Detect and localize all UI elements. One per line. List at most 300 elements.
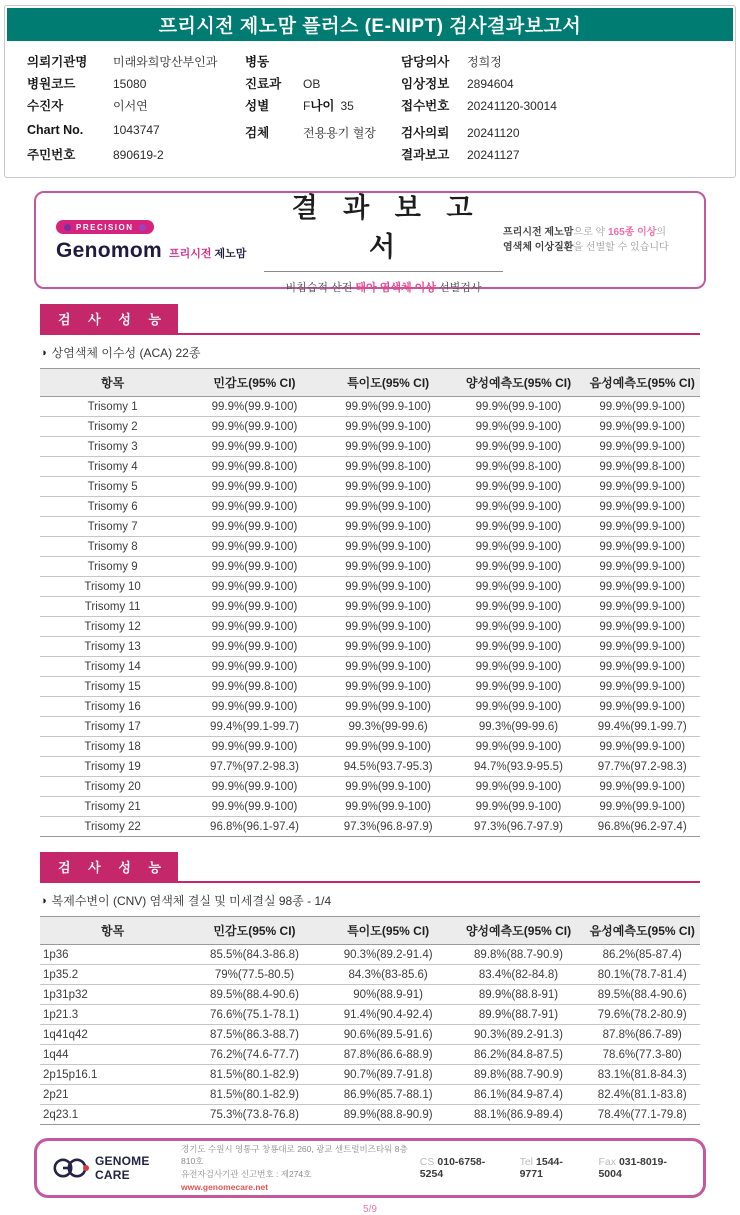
- value-cell: 99.9%(99.9-100): [324, 517, 453, 537]
- half-circle-bullet-icon: ◑: [40, 894, 47, 907]
- value-cell: 99.9%(99.9-100): [452, 557, 584, 577]
- field-label: 병원코드: [27, 77, 76, 91]
- patient-info-panel: [5, 43, 735, 177]
- value-cell: 75.3%(73.8-76.8): [185, 1105, 324, 1125]
- table-row: [40, 577, 700, 597]
- genomom-brand-logo: [56, 218, 264, 263]
- patient-info-row: [401, 145, 721, 165]
- table-row: [40, 517, 700, 537]
- value-cell: 99.9%(99.9-100): [584, 557, 700, 577]
- value-cell: 99.9%(99.9-100): [584, 517, 700, 537]
- table-row: [40, 797, 700, 817]
- item-cell: Trisomy 9: [40, 557, 185, 577]
- column-header: 항목: [40, 917, 185, 945]
- page-number: 5/9: [363, 1204, 377, 1215]
- value-cell: 89.8%(88.7-90.9): [452, 945, 584, 965]
- patient-info-row: [245, 74, 401, 94]
- field-value: 20241120: [467, 126, 520, 140]
- value-cell: 99.9%(99.9-100): [324, 437, 453, 457]
- table-row: [40, 717, 700, 737]
- footer: [34, 1138, 706, 1198]
- value-cell: 99.9%(99.9-100): [452, 597, 584, 617]
- value-cell: 99.9%(99.9-100): [324, 597, 453, 617]
- value-cell: 90.3%(89.2-91.4): [324, 945, 453, 965]
- genome-care-mark-icon: [53, 1156, 89, 1180]
- patient-info-row: [401, 96, 721, 116]
- value-cell: 99.9%(99.9-100): [584, 697, 700, 717]
- patient-info-column-middle: [245, 52, 401, 167]
- value-cell: 99.9%(99.8-100): [185, 677, 324, 697]
- value-cell: 90.7%(89.7-91.8): [324, 1065, 453, 1085]
- table-row: [40, 1005, 700, 1025]
- value-cell: 99.9%(99.9-100): [584, 497, 700, 517]
- report-title: 프리시전 제노맘 플러스 (E-NIPT) 검사결과보고서: [158, 16, 582, 37]
- banner-subtitle-suffix: 선별검사: [435, 281, 482, 294]
- patient-info-column-right: [401, 52, 721, 167]
- value-cell: 90%(88.9-91): [324, 985, 453, 1005]
- value-cell: 99.9%(99.9-100): [452, 517, 584, 537]
- genome-care-logo: [53, 1154, 181, 1182]
- item-cell: 2p21: [40, 1085, 185, 1105]
- address-line-1: 경기도 수원시 영통구 창룡대로 260, 광교 센트럴비즈타워 8층 810호: [181, 1143, 408, 1167]
- value-cell: 99.9%(99.9-100): [185, 637, 324, 657]
- table-row: [40, 945, 700, 965]
- item-cell: Trisomy 1: [40, 397, 185, 417]
- value-cell: 99.9%(99.9-100): [185, 697, 324, 717]
- report-page: [0, 5, 740, 1213]
- item-cell: Trisomy 10: [40, 577, 185, 597]
- value-cell: 99.9%(99.9-100): [185, 777, 324, 797]
- field-label: 접수번호: [401, 99, 450, 113]
- item-cell: Trisomy 11: [40, 597, 185, 617]
- footer-contacts: [420, 1156, 685, 1180]
- field-label: 임상정보: [401, 77, 450, 91]
- section-header-bar: [40, 304, 700, 335]
- value-cell: 99.9%(99.9-100): [452, 477, 584, 497]
- item-cell: 1p21.3: [40, 1005, 185, 1025]
- table-row: [40, 757, 700, 777]
- value-cell: 99.9%(99.9-100): [584, 597, 700, 617]
- website-link[interactable]: www.genomecare.net: [181, 1181, 269, 1192]
- patient-info-row: [27, 96, 245, 116]
- field-label: Chart No.: [27, 123, 84, 137]
- item-cell: Trisomy 19: [40, 757, 185, 777]
- value-cell: 86.2%(84.8-87.5): [452, 1045, 584, 1065]
- header-box: [4, 5, 736, 178]
- value-cell: 82.4%(81.1-83.8): [584, 1085, 700, 1105]
- table-row: [40, 965, 700, 985]
- value-cell: 99.9%(99.9-100): [324, 697, 453, 717]
- value-cell: 99.9%(99.9-100): [324, 637, 453, 657]
- value-cell: 87.8%(86.7-89): [584, 1025, 700, 1045]
- badge-dot-left-icon: [64, 224, 71, 231]
- value-cell: 79%(77.5-80.5): [185, 965, 324, 985]
- note-text-2: 의: [656, 226, 667, 238]
- performance-table-aca: [40, 368, 700, 837]
- table-row: [40, 1025, 700, 1045]
- value-cell: 99.9%(99.9-100): [584, 417, 700, 437]
- field-value: 2894604: [467, 77, 514, 91]
- item-cell: 1p35.2: [40, 965, 185, 985]
- value-cell: 79.6%(78.2-80.9): [584, 1005, 700, 1025]
- value-cell: 99.9%(99.9-100): [324, 477, 453, 497]
- column-header: 민감도(95% CI): [185, 369, 324, 397]
- table-header-row: [40, 369, 700, 397]
- value-cell: 99.9%(99.9-100): [185, 737, 324, 757]
- field-label: 검체: [245, 126, 270, 140]
- banner-right-note: [503, 225, 688, 256]
- table-row: [40, 817, 700, 837]
- table-row: [40, 985, 700, 1005]
- table-header-row: [40, 917, 700, 945]
- field-value: 이서연: [113, 99, 148, 113]
- value-cell: 99.9%(99.9-100): [584, 637, 700, 657]
- value-cell: 99.9%(99.8-100): [185, 457, 324, 477]
- table-row: [40, 497, 700, 517]
- column-header: 항목: [40, 369, 185, 397]
- field-value: 정희정: [467, 55, 502, 69]
- value-cell: 99.3%(99-99.6): [452, 717, 584, 737]
- fax-label: Fax: [598, 1156, 616, 1168]
- item-cell: Trisomy 15: [40, 677, 185, 697]
- banner-title: 결 과 보 고 서: [264, 186, 503, 272]
- value-cell: 99.9%(99.9-100): [452, 637, 584, 657]
- value-cell: 99.9%(99.9-100): [584, 477, 700, 497]
- half-circle-bullet-icon: ◑: [40, 346, 47, 359]
- table-row: [40, 737, 700, 757]
- value-cell: 76.6%(75.1-78.1): [185, 1005, 324, 1025]
- value-cell: 99.9%(99.9-100): [324, 397, 453, 417]
- cs-label: CS: [419, 1156, 435, 1168]
- value-cell: 99.4%(99.1-99.7): [584, 717, 700, 737]
- report-title-band: [7, 8, 733, 41]
- value-cell: 99.9%(99.9-100): [452, 617, 584, 637]
- value-cell: 99.9%(99.9-100): [584, 537, 700, 557]
- table-row: [40, 1085, 700, 1105]
- value-cell: 81.5%(80.1-82.9): [185, 1085, 324, 1105]
- precision-badge: [56, 220, 154, 234]
- value-cell: 99.9%(99.9-100): [324, 497, 453, 517]
- value-cell: 89.8%(88.7-90.9): [452, 1065, 584, 1085]
- table-row: [40, 417, 700, 437]
- brand-name: Genomom: [56, 238, 162, 262]
- value-cell: 99.9%(99.9-100): [584, 677, 700, 697]
- brand-sub-pink: 프리시전: [168, 247, 212, 260]
- address-line-2: 유전자검사기관 신고번호 : 제274호: [181, 1169, 312, 1179]
- field-value: 20241120-30014: [467, 99, 557, 113]
- value-cell: 99.9%(99.9-100): [324, 417, 453, 437]
- value-cell: 99.9%(99.9-100): [584, 577, 700, 597]
- value-cell: 99.9%(99.9-100): [185, 497, 324, 517]
- section-header-bar: [40, 852, 700, 883]
- value-cell: 90.3%(89.2-91.3): [452, 1025, 584, 1045]
- badge-dot-right-icon: [139, 224, 146, 231]
- value-cell: 99.9%(99.9-100): [185, 437, 324, 457]
- value-cell: 99.9%(99.9-100): [324, 657, 453, 677]
- brand-sub-dark: 제노맘: [214, 247, 247, 260]
- value-cell: 99.9%(99.8-100): [324, 457, 453, 477]
- section-header-pill: 검 사 성 능: [40, 304, 178, 333]
- field-label: 진료과: [245, 77, 282, 91]
- table-row: [40, 617, 700, 637]
- patient-info-row: [27, 52, 245, 72]
- value-cell: 99.9%(99.9-100): [185, 397, 324, 417]
- section-subtitle: [40, 892, 700, 909]
- field-value: 20241127: [467, 148, 520, 162]
- value-cell: 97.7%(97.2-98.3): [584, 757, 700, 777]
- fax-number: 031-8019-5004: [598, 1156, 667, 1180]
- value-cell: 94.5%(93.7-95.3): [324, 757, 453, 777]
- value-cell: 81.5%(80.1-82.9): [185, 1065, 324, 1085]
- value-cell: 99.9%(99.9-100): [324, 797, 453, 817]
- value-cell: 89.5%(88.4-90.6): [584, 985, 700, 1005]
- item-cell: 1q41q42: [40, 1025, 185, 1045]
- value-cell: 89.9%(88.8-91): [452, 985, 584, 1005]
- value-cell: 87.5%(86.3-88.7): [185, 1025, 324, 1045]
- item-cell: Trisomy 13: [40, 637, 185, 657]
- table-row: [40, 1105, 700, 1125]
- value-cell: 91.4%(90.4-92.4): [324, 1005, 453, 1025]
- value-cell: 99.9%(99.9-100): [185, 597, 324, 617]
- value-cell: 99.9%(99.9-100): [584, 437, 700, 457]
- value-cell: 99.9%(99.9-100): [185, 557, 324, 577]
- value-cell: 99.9%(99.9-100): [185, 477, 324, 497]
- value-cell: 99.9%(99.9-100): [584, 617, 700, 637]
- value-cell: 99.9%(99.9-100): [185, 797, 324, 817]
- note-pink: 165종 이상: [607, 226, 657, 238]
- value-cell: 80.1%(78.7-81.4): [584, 965, 700, 985]
- table-row: [40, 677, 700, 697]
- field-label: 주민번호: [27, 148, 76, 162]
- table-row: [40, 697, 700, 717]
- value-cell: 99.9%(99.9-100): [324, 557, 453, 577]
- value-cell: 99.9%(99.8-100): [452, 457, 584, 477]
- column-header: 양성예측도(95% CI): [452, 369, 584, 397]
- item-cell: Trisomy 7: [40, 517, 185, 537]
- field-label: 나이: [310, 99, 335, 113]
- cs-number: 010-6758-5254: [419, 1156, 486, 1180]
- value-cell: 99.9%(99.9-100): [452, 497, 584, 517]
- value-cell: 99.9%(99.9-100): [324, 677, 453, 697]
- field-value: 미래와희망산부인과: [113, 55, 218, 69]
- value-cell: 99.9%(99.8-100): [584, 457, 700, 477]
- value-cell: 99.9%(99.9-100): [584, 657, 700, 677]
- banner-subtitle-prefix: 비침습적 산전: [285, 281, 356, 294]
- value-cell: 99.9%(99.9-100): [185, 517, 324, 537]
- table-row: [40, 397, 700, 417]
- item-cell: Trisomy 22: [40, 817, 185, 837]
- value-cell: 90.6%(89.5-91.6): [324, 1025, 453, 1045]
- value-cell: 99.9%(99.9-100): [452, 417, 584, 437]
- performance-table-cnv: [40, 916, 700, 1125]
- note-bold-2: 염색체 이상질환: [503, 242, 574, 253]
- item-cell: Trisomy 12: [40, 617, 185, 637]
- field-value: 15080: [113, 77, 147, 91]
- note-bold-1: 프리시전 제노맘: [503, 226, 574, 238]
- table-row: [40, 437, 700, 457]
- value-cell: 99.9%(99.9-100): [584, 797, 700, 817]
- field-label: 성별: [245, 99, 270, 113]
- value-cell: 99.9%(99.9-100): [324, 777, 453, 797]
- item-cell: 1q44: [40, 1045, 185, 1065]
- value-cell: 86.9%(85.7-88.1): [324, 1085, 453, 1105]
- value-cell: 97.7%(97.2-98.3): [185, 757, 324, 777]
- patient-info-row: [27, 123, 245, 143]
- table-row: [40, 457, 700, 477]
- section-subtitle-text: 상염색체 이수성 (ACA) 22종: [51, 346, 201, 360]
- field-label: 결과보고: [401, 148, 450, 162]
- value-cell: 99.9%(99.9-100): [324, 537, 453, 557]
- table-row: [40, 1065, 700, 1085]
- tel-label: Tel: [519, 1156, 534, 1168]
- value-cell: 99.9%(99.9-100): [452, 657, 584, 677]
- item-cell: Trisomy 4: [40, 457, 185, 477]
- value-cell: 99.9%(99.9-100): [452, 677, 584, 697]
- column-header: 특이도(95% CI): [324, 917, 453, 945]
- value-cell: 99.9%(99.9-100): [584, 397, 700, 417]
- field-value: 1043747: [113, 123, 160, 137]
- value-cell: 99.9%(99.9-100): [584, 737, 700, 757]
- table-row: [40, 777, 700, 797]
- patient-info-row: [245, 96, 401, 116]
- item-cell: 1p36: [40, 945, 185, 965]
- value-cell: 88.1%(86.9-89.4): [452, 1105, 584, 1125]
- table-row: [40, 657, 700, 677]
- item-cell: Trisomy 17: [40, 717, 185, 737]
- patient-info-row: [401, 74, 721, 94]
- field-label: 검사의뢰: [401, 126, 450, 140]
- value-cell: 99.9%(99.9-100): [452, 737, 584, 757]
- value-cell: 99.9%(99.9-100): [452, 777, 584, 797]
- field-value: 전용용기 혈장: [303, 126, 376, 140]
- field-value: 890619-2: [113, 148, 164, 162]
- field-value: F: [303, 99, 311, 113]
- patient-info-column-left: [27, 52, 245, 167]
- value-cell: 99.9%(99.9-100): [452, 437, 584, 457]
- value-cell: 94.7%(93.9-95.5): [452, 757, 584, 777]
- value-cell: 97.3%(96.7-97.9): [452, 817, 584, 837]
- value-cell: 99.9%(99.9-100): [452, 537, 584, 557]
- patient-info-row: [245, 123, 401, 143]
- result-banner: [34, 191, 706, 294]
- value-cell: 99.9%(99.9-100): [324, 737, 453, 757]
- value-cell: 78.4%(77.1-79.8): [584, 1105, 700, 1125]
- column-header: 양성예측도(95% CI): [452, 917, 584, 945]
- table-row: [40, 477, 700, 497]
- patient-info-row: [401, 123, 721, 143]
- column-header: 음성예측도(95% CI): [584, 369, 700, 397]
- value-cell: 99.9%(99.9-100): [185, 617, 324, 637]
- value-cell: 99.9%(99.9-100): [185, 417, 324, 437]
- field-value: 35: [340, 99, 354, 113]
- item-cell: Trisomy 21: [40, 797, 185, 817]
- value-cell: 99.9%(99.9-100): [185, 657, 324, 677]
- item-cell: Trisomy 2: [40, 417, 185, 437]
- value-cell: 89.9%(88.7-91): [452, 1005, 584, 1025]
- section-subtitle-text: 복제수변이 (CNV) 염색체 결실 및 미세결실 98종 - 1/4: [51, 894, 332, 908]
- item-cell: Trisomy 8: [40, 537, 185, 557]
- value-cell: 84.3%(83-85.6): [324, 965, 453, 985]
- banner-center: [264, 186, 503, 295]
- column-header: 음성예측도(95% CI): [584, 917, 700, 945]
- table-row: [40, 557, 700, 577]
- section-cnv: [40, 852, 700, 1125]
- value-cell: 99.9%(99.9-100): [324, 577, 453, 597]
- item-cell: Trisomy 20: [40, 777, 185, 797]
- value-cell: 99.9%(99.9-100): [324, 617, 453, 637]
- column-header: 민감도(95% CI): [185, 917, 324, 945]
- value-cell: 89.5%(88.4-90.6): [185, 985, 324, 1005]
- table-row: [40, 637, 700, 657]
- value-cell: 99.9%(99.9-100): [452, 397, 584, 417]
- value-cell: 83.4%(82-84.8): [452, 965, 584, 985]
- column-header: 특이도(95% CI): [324, 369, 453, 397]
- item-cell: Trisomy 6: [40, 497, 185, 517]
- value-cell: 87.8%(86.6-88.9): [324, 1045, 453, 1065]
- section-header-pill: 검 사 성 능: [40, 852, 178, 881]
- precision-badge-label: PRECISION: [76, 222, 134, 232]
- value-cell: 99.9%(99.9-100): [452, 797, 584, 817]
- value-cell: 89.9%(88.8-90.9): [324, 1105, 453, 1125]
- banner-subtitle-highlight: 태아 염색체 이상: [355, 281, 436, 294]
- value-cell: 99.9%(99.9-100): [584, 777, 700, 797]
- value-cell: 78.6%(77.3-80): [584, 1045, 700, 1065]
- field-label: 수진자: [27, 99, 64, 113]
- section-subtitle: [40, 344, 700, 361]
- value-cell: 96.8%(96.2-97.4): [584, 817, 700, 837]
- fax-contact: [598, 1156, 685, 1180]
- value-cell: 99.9%(99.9-100): [185, 537, 324, 557]
- field-label: 병동: [245, 55, 270, 69]
- value-cell: 97.3%(96.8-97.9): [324, 817, 453, 837]
- value-cell: 99.4%(99.1-99.7): [185, 717, 324, 737]
- value-cell: 96.8%(96.1-97.4): [185, 817, 324, 837]
- value-cell: 76.2%(74.6-77.7): [185, 1045, 324, 1065]
- value-cell: 99.9%(99.9-100): [185, 577, 324, 597]
- table-row: [40, 597, 700, 617]
- table-row: [40, 1045, 700, 1065]
- field-label: 의뢰기관명: [27, 55, 88, 69]
- item-cell: Trisomy 3: [40, 437, 185, 457]
- item-cell: Trisomy 16: [40, 697, 185, 717]
- patient-info-row: [401, 52, 721, 72]
- value-cell: 99.9%(99.9-100): [452, 577, 584, 597]
- footer-logo-text: GENOME CARE: [95, 1154, 150, 1182]
- value-cell: 99.9%(99.9-100): [452, 697, 584, 717]
- tel-contact: [520, 1156, 583, 1180]
- value-cell: 86.2%(85-87.4): [584, 945, 700, 965]
- banner-subtitle: [264, 279, 503, 295]
- item-cell: Trisomy 14: [40, 657, 185, 677]
- value-cell: 99.3%(99-99.6): [324, 717, 453, 737]
- section-aca: [40, 304, 700, 837]
- tel-number: 1544-9771: [519, 1156, 563, 1180]
- item-cell: 1p31p32: [40, 985, 185, 1005]
- field-value: OB: [303, 77, 321, 91]
- table-row: [40, 537, 700, 557]
- item-cell: Trisomy 18: [40, 737, 185, 757]
- item-cell: 2p15p16.1: [40, 1065, 185, 1085]
- patient-info-row: [27, 145, 245, 165]
- item-cell: Trisomy 5: [40, 477, 185, 497]
- footer-address: [181, 1143, 420, 1194]
- cs-contact: [420, 1156, 504, 1180]
- note-text-1: 으로 약: [573, 226, 608, 238]
- value-cell: 85.5%(84.3-86.8): [185, 945, 324, 965]
- field-label: 담당의사: [401, 55, 450, 69]
- value-cell: 83.1%(81.8-84.3): [584, 1065, 700, 1085]
- item-cell: 2q23.1: [40, 1105, 185, 1125]
